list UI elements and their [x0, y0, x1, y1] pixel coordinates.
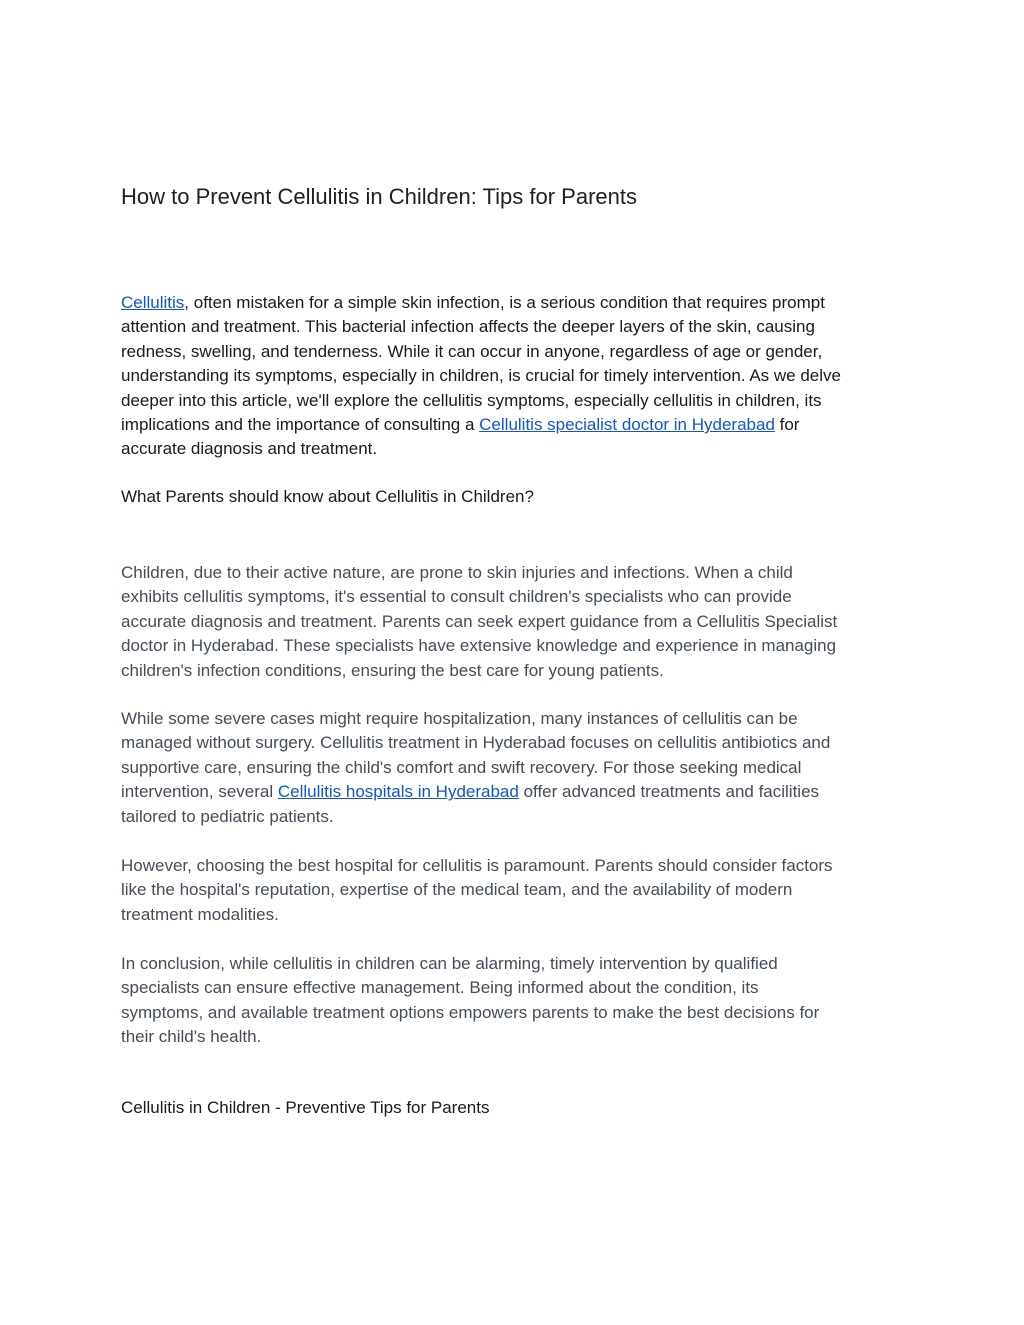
- para2-line-3: accurate diagnosis and treatment. Parents can seek expert guidance from a Cellulitis Specialist: [121, 611, 838, 631]
- cellulitis-link[interactable]: Cellulitis: [121, 293, 185, 312]
- conclusion-paragraph: [121, 952, 911, 1050]
- para4-line-1: However, choosing the best hospital for cellulitis is paramount. Parents should consider factors: [121, 856, 833, 875]
- intro-paragraph: [121, 291, 911, 462]
- para5-line-2: specialists can ensure effective management. Being informed about the condition, its: [121, 978, 759, 998]
- para3-line-4-text-pre: intervention, several: [121, 782, 278, 802]
- para5-line-1: In conclusion, while cellulitis in children can be alarming, timely intervention by qualified: [121, 954, 778, 973]
- para4-line-3: treatment modalities.: [121, 904, 279, 924]
- para3-line-2: managed without surgery. Cellulitis treatment in Hyderabad focuses on cellulitis antibiotics and: [121, 733, 831, 753]
- para3-line-4: [121, 780, 911, 804]
- intro-line-6-text-post: for: [774, 415, 800, 435]
- intro-line-1-text: , often mistaken for a simple skin infection, is a serious condition that requires prompt: [184, 293, 825, 312]
- para2-line-2: exhibits cellulitis symptoms, it's essential to consult children's specialists who can provide: [121, 587, 792, 607]
- para3-line-3: supportive care, ensuring the child's comfort and swift recovery. For those seeking medical: [121, 757, 802, 777]
- intro-line-1: [121, 291, 911, 315]
- page-title: How to Prevent Cellulitis in Children: Tips for Parents: [121, 184, 637, 209]
- para3-line-5: tailored to pediatric patients.: [121, 806, 334, 826]
- para3-line-4-text-post: offer advanced treatments and facilities: [518, 782, 820, 802]
- intro-line-5: deeper into this article, we'll explore the cellulitis symptoms, especially cellulitis in children, its: [121, 390, 822, 410]
- para4-line-2: like the hospital's reputation, expertise of the medical team, and the availability of modern: [121, 880, 793, 900]
- para5-line-4: their child's health.: [121, 1027, 262, 1047]
- para2-line-5: children's infection conditions, ensuring the best care for young patients.: [121, 660, 664, 680]
- para5-line-3: symptoms, and available treatment options empowers parents to make the best decisions for: [121, 1002, 820, 1022]
- para2-line-4: doctor in Hyderabad. These specialists have extensive knowledge and experience in managing: [121, 636, 837, 656]
- cellulitis-hospitals-link[interactable]: Cellulitis hospitals in Hyderabad: [277, 782, 519, 802]
- intro-line-2: attention and treatment. This bacterial infection affects the deeper layers of the skin, causing: [121, 317, 815, 337]
- treatment-paragraph: [121, 707, 911, 829]
- choosing-hospital-paragraph: [121, 854, 911, 927]
- intro-line-6-text-pre: implications and the importance of consulting a: [121, 415, 480, 435]
- section-heading-preventive-tips: Cellulitis in Children - Preventive Tips for Parents: [121, 1098, 490, 1117]
- para3-line-1: While some severe cases might require hospitalization, many instances of cellulitis can be: [121, 709, 798, 728]
- intro-line-7: accurate diagnosis and treatment.: [121, 439, 378, 459]
- intro-line-6: [121, 413, 911, 437]
- intro-line-3: redness, swelling, and tenderness. While it can occur in anyone, regardless of age or gender,: [121, 341, 823, 361]
- section-heading-what-parents-should-know: What Parents should know about Cellulitis in Children?: [121, 487, 534, 506]
- children-specialists-paragraph: [121, 561, 911, 683]
- specialist-doctor-link[interactable]: Cellulitis specialist doctor in Hyderabad: [479, 415, 775, 435]
- intro-line-4: understanding its symptoms, especially in children, is crucial for timely intervention. As we delve: [121, 366, 841, 386]
- para2-line-1: Children, due to their active nature, are prone to skin injuries and infections. When a child: [121, 563, 793, 582]
